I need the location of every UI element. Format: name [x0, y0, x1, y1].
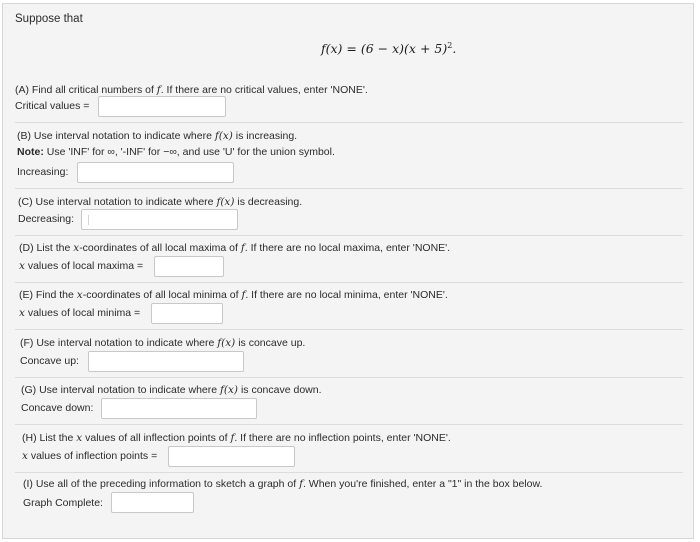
question-panel: [2, 3, 694, 539]
intro-text: Suppose that: [15, 13, 83, 25]
part-f-prompt-end: is concave up.: [235, 337, 306, 349]
divider: [15, 235, 683, 236]
part-i-func: f: [299, 478, 303, 490]
part-d-prompt-end: . If there are no local maxima, enter 'NONE'.: [244, 242, 451, 254]
part-a-prompt-end: . If there are no critical values, enter 'NONE'.: [160, 84, 368, 96]
part-a-label: Critical values =: [15, 100, 90, 112]
part-a-prompt-text: (A) Find all critical numbers of: [15, 84, 157, 96]
part-e-label: [19, 307, 140, 319]
part-i-label: Graph Complete:: [23, 497, 103, 509]
local-minima-input[interactable]: [151, 303, 223, 324]
equation-period: .: [452, 41, 457, 57]
inflection-points-input[interactable]: [168, 446, 295, 467]
graph-complete-input[interactable]: [111, 492, 194, 513]
local-maxima-input[interactable]: [154, 256, 224, 277]
part-c-prompt: [18, 196, 302, 208]
part-d-prompt-text: (D) List the: [19, 242, 74, 254]
part-e-prompt-end: . If there are no local minima, enter 'NONE'.: [245, 289, 448, 301]
function-equation: [321, 41, 456, 56]
part-d-prompt: [19, 242, 450, 254]
part-d-label-var: x: [19, 260, 25, 272]
part-b-func: f(x): [214, 130, 233, 142]
part-c-func: f(x): [216, 196, 235, 208]
part-d-func: f: [240, 242, 245, 254]
part-h-label-var: x: [22, 450, 28, 462]
part-h-prompt: [22, 432, 451, 444]
increasing-input[interactable]: [77, 162, 234, 183]
note-label: Note:: [17, 146, 44, 158]
critical-values-input[interactable]: [98, 96, 226, 117]
part-b-prompt-text: (B) Use interval notation to indicate where: [17, 130, 215, 142]
part-i-prompt-end: . When you're finished, enter a "1" in the box below.: [302, 478, 543, 490]
part-f-prompt: [20, 337, 305, 349]
part-f-label: Concave up:: [20, 355, 79, 367]
part-h-var: x: [76, 432, 83, 444]
part-d-var: x: [73, 242, 80, 254]
equation-rhs: = (6 − x)(x + 5): [346, 41, 448, 57]
equation-lhs: f(x): [321, 41, 343, 57]
part-h-label-text: values of inflection points =: [27, 450, 158, 462]
part-i-prompt-text: (I) Use all of the preceding information to sketch a graph of: [23, 478, 300, 490]
concave-up-input[interactable]: [88, 351, 244, 372]
text-caret: [88, 215, 89, 225]
part-e-prompt: [19, 289, 448, 301]
part-b-prompt-end: is increasing.: [232, 130, 298, 142]
part-g-prompt: [21, 384, 322, 396]
part-c-label: Decreasing:: [18, 213, 75, 225]
part-d-label: [19, 260, 143, 272]
decreasing-input[interactable]: [81, 209, 238, 230]
part-e-prompt-text: (E) Find the: [19, 289, 77, 301]
part-e-prompt-mid: -coordinates of all local minima of: [82, 289, 242, 301]
part-c-prompt-end: is decreasing.: [234, 196, 303, 208]
part-a-func: f: [156, 84, 161, 96]
part-b-prompt: [17, 130, 297, 142]
part-b-note: [17, 146, 335, 158]
part-h-prompt-text: (H) List the: [22, 432, 77, 444]
part-h-label: [22, 450, 157, 462]
part-e-label-text: values of local minima =: [24, 307, 141, 319]
note-text: Use 'INF' for ∞, '-INF' for −∞, and use 'U' for the union symbol.: [43, 146, 335, 158]
part-g-prompt-text: (G) Use interval notation to indicate where: [21, 384, 221, 396]
part-d-prompt-mid: -coordinates of all local maxima of: [79, 242, 241, 254]
part-g-label: Concave down:: [21, 402, 94, 414]
part-e-label-var: x: [19, 307, 25, 319]
part-c-prompt-text: (C) Use interval notation to indicate where: [18, 196, 217, 208]
equation-exponent: 2: [447, 41, 453, 50]
part-b-label: Increasing:: [17, 166, 69, 178]
part-h-func: f: [230, 432, 235, 444]
divider: [15, 188, 683, 189]
part-d-label-text: values of local maxima =: [24, 260, 144, 272]
part-f-func: f(x): [217, 337, 236, 349]
part-h-prompt-end: . If there are no inflection points, enter 'NONE'.: [234, 432, 451, 444]
part-a-prompt: [15, 84, 368, 96]
divider: [15, 472, 683, 473]
divider: [15, 377, 683, 378]
divider: [15, 122, 683, 123]
part-g-func: f(x): [220, 384, 239, 396]
divider: [15, 282, 683, 283]
part-e-func: f: [241, 289, 246, 301]
part-g-prompt-end: is concave down.: [238, 384, 322, 396]
concave-down-input[interactable]: [101, 398, 257, 419]
part-i-prompt: [23, 478, 542, 490]
divider: [15, 329, 683, 330]
part-f-prompt-text: (F) Use interval notation to indicate where: [20, 337, 218, 349]
part-e-var: x: [76, 289, 83, 301]
divider: [15, 424, 683, 425]
part-h-prompt-mid: values of all inflection points of: [82, 432, 231, 444]
